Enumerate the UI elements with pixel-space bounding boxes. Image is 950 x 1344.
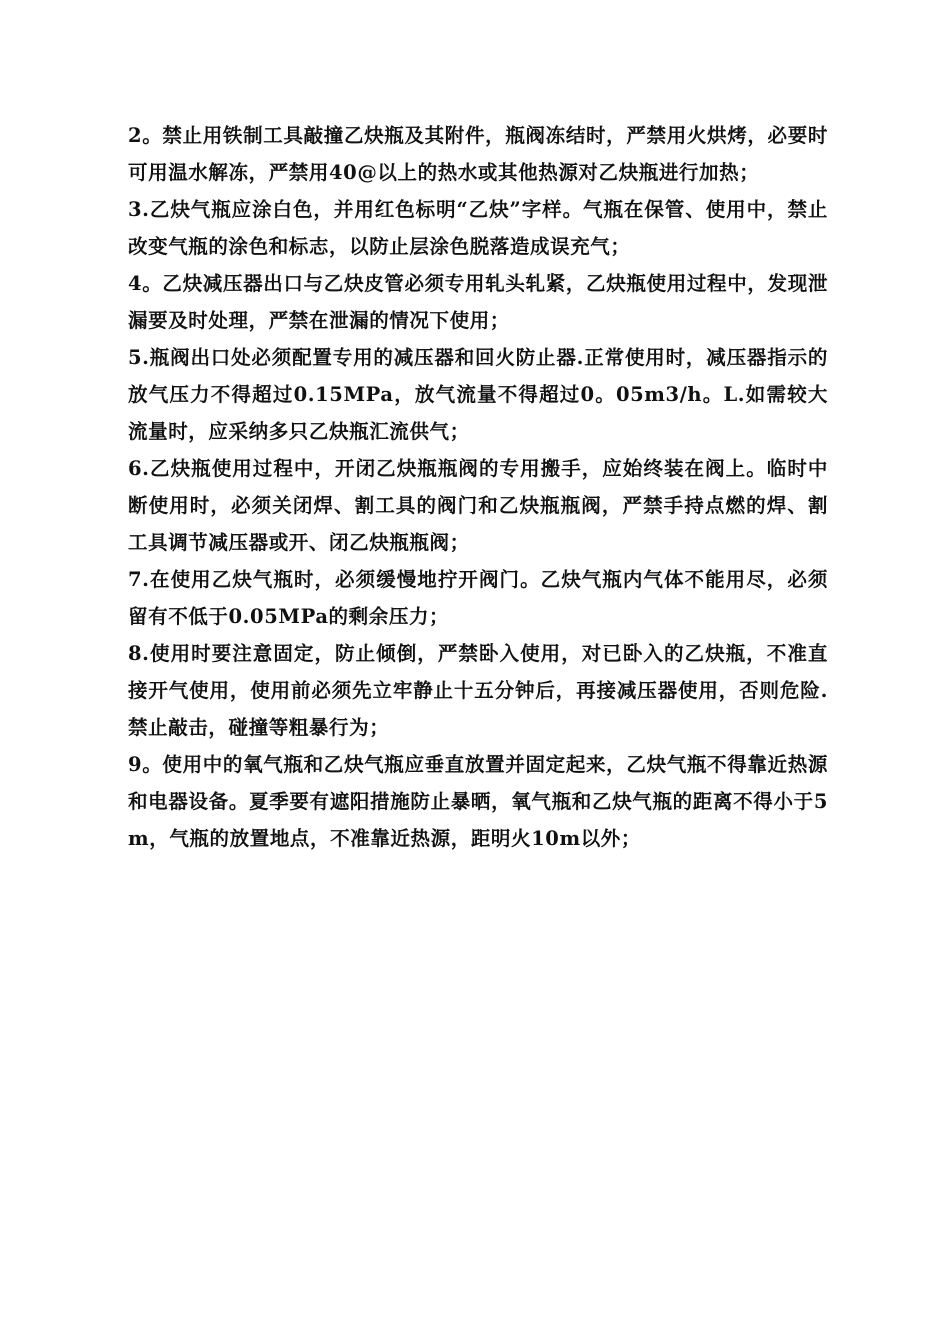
paragraph-item-3: 3.乙炔气瓶应涂白色，并用红色标明“乙炔”字样。气瓶在保管、使用中，禁止改变气瓶的涂色和标志，以防止层涂色脱落造成误充气；: [128, 198, 828, 258]
paragraph-item-7: 7.在使用乙炔气瓶时，必须缓慢地拧开阀门。乙炔气瓶内气体不能用尽，必须留有不低于0.05MPa的剩余压力；: [128, 568, 828, 628]
document-body: [128, 117, 828, 857]
paragraph-item-4: 4。乙炔减压器出口与乙炔皮管必须专用轧头轧紧，乙炔瓶使用过程中，发现泄漏要及时处理，严禁在泄漏的情况下使用；: [128, 272, 828, 332]
paragraph-item-5: 5.瓶阀出口处必须配置专用的减压器和回火防止器.正常使用时，减压器指示的放气压力不得超过0.15MPa，放气流量不得超过0。05m3/h。L.如需较大流量时，应采纳多只乙炔瓶汇流供气；: [128, 346, 828, 443]
paragraph-item-8: 8.使用时要注意固定，防止倾倒，严禁卧入使用，对已卧入的乙炔瓶，不准直接开气使用，使用前必须先立牢静止十五分钟后，再接减压器使用，否则危险.禁止敲击，碰撞等粗暴行为；: [128, 642, 828, 739]
paragraph-item-6: 6.乙炔瓶使用过程中，开闭乙炔瓶瓶阀的专用搬手，应始终装在阀上。临时中断使用时，必须关闭焊、割工具的阀门和乙炔瓶瓶阀，严禁手持点燃的焊、割工具调节减压器或开、闭乙炔瓶瓶阀；: [128, 457, 828, 554]
paragraph-item-2: 2。禁止用铁制工具敲撞乙炔瓶及其附件，瓶阀冻结时，严禁用火烘烤，必要时可用温水解冻，严禁用40@以上的热水或其他热源对乙炔瓶进行加热；: [128, 124, 828, 184]
paragraph-item-9: 9。使用中的氧气瓶和乙炔气瓶应垂直放置并固定起来，乙炔气瓶不得靠近热源和电器设备。夏季要有遮阳措施防止暴晒，氧气瓶和乙炔气瓶的距离不得小于5m，气瓶的放置地点，不准靠近热源，距明火10m以外；: [128, 753, 828, 850]
